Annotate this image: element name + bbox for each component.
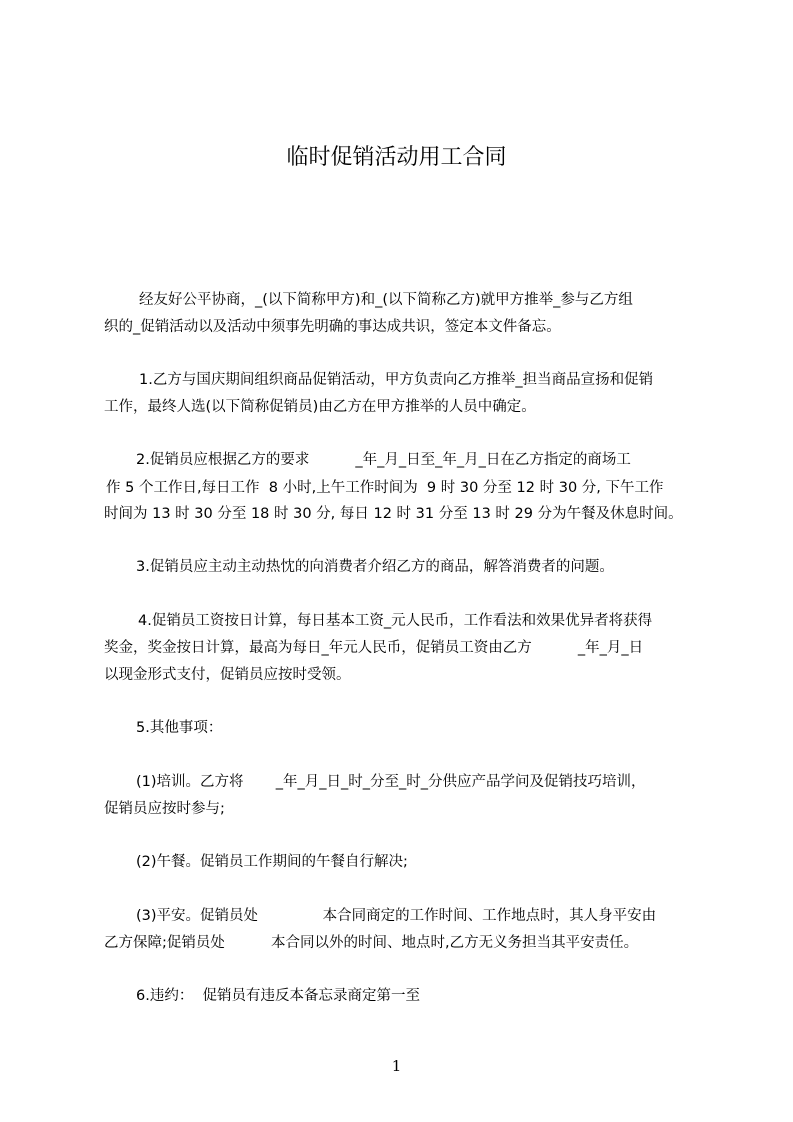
clause-6-line: 6.违约： 促销员有违反本备忘录商定第一至: [136, 988, 421, 1004]
clause-4-line-1: 4.促销员工资按日计算，每日基本工资_元人民币，工作看法和效果优异者将获得: [138, 613, 653, 629]
clause-2-line-1: 2.促销员应根据乙方的要求 _年_月_日至_年_月_日在乙方指定的商场工: [136, 452, 631, 468]
clause-1-line-1: 1.乙方与国庆期间组织商品促销活动，甲方负责向乙方推举_担当商品宣扬和促销: [139, 372, 654, 388]
clause-5-heading: 5.其他事项：: [136, 720, 223, 736]
item-1-line-1: (1)培训。乙方将 _年_月_日_时_分至_时_分供应产品学问及促销技巧培训，: [136, 774, 646, 790]
clause-4-line-2: 奖金，奖金按日计算，最高为每日_年元人民币，促销员工资由乙方 _年_月_日: [104, 640, 644, 656]
item-1-line-2: 促销员应按时参与;: [104, 801, 225, 817]
page-number: 1: [391, 1057, 402, 1075]
clause-4-line-3: 以现金形式支付，促销员应按时受领。: [104, 667, 351, 683]
intro-line-1: 经友好公平协商，_(以下简称甲方)和_(以下简称乙方)就甲方推举_参与乙方组: [139, 292, 633, 308]
clause-3-line: 3.促销员应主动主动热忱的向消费者介绍乙方的商品，解答消费者的问题。: [136, 559, 614, 575]
item-3-line-1: (3)平安。促销员处 本合同商定的工作时间、工作地点时，其人身平安由: [136, 908, 657, 924]
document-title: 临时促销活动用工合同: [286, 145, 507, 170]
item-3-line-2: 乙方保障;促销员处 本合同以外的时间、地点时,乙方无义务担当其平安责任。: [104, 935, 639, 951]
clause-2-line-3: 时间为 13 时 30 分至 18 时 30 分, 每日 12 时 31 分至 13 时 29 分为午餐及休息时间。: [104, 506, 683, 522]
clause-2-line-2: 作 5 个工作日,每日工作 8 小时,上午工作时间为 9 时 30 分至 12 时 30 分, 下午工作: [106, 480, 664, 496]
intro-line-2: 织的_促销活动以及活动中须事先明确的事达成共识，签定本文件备忘。: [104, 319, 561, 335]
clause-1-line-2: 工作，最终人选(以下简称促销员)由乙方在甲方推举的人员中确定。: [104, 399, 536, 415]
item-2-line: (2)午餐。促销员工作期间的午餐自行解决;: [136, 854, 408, 870]
